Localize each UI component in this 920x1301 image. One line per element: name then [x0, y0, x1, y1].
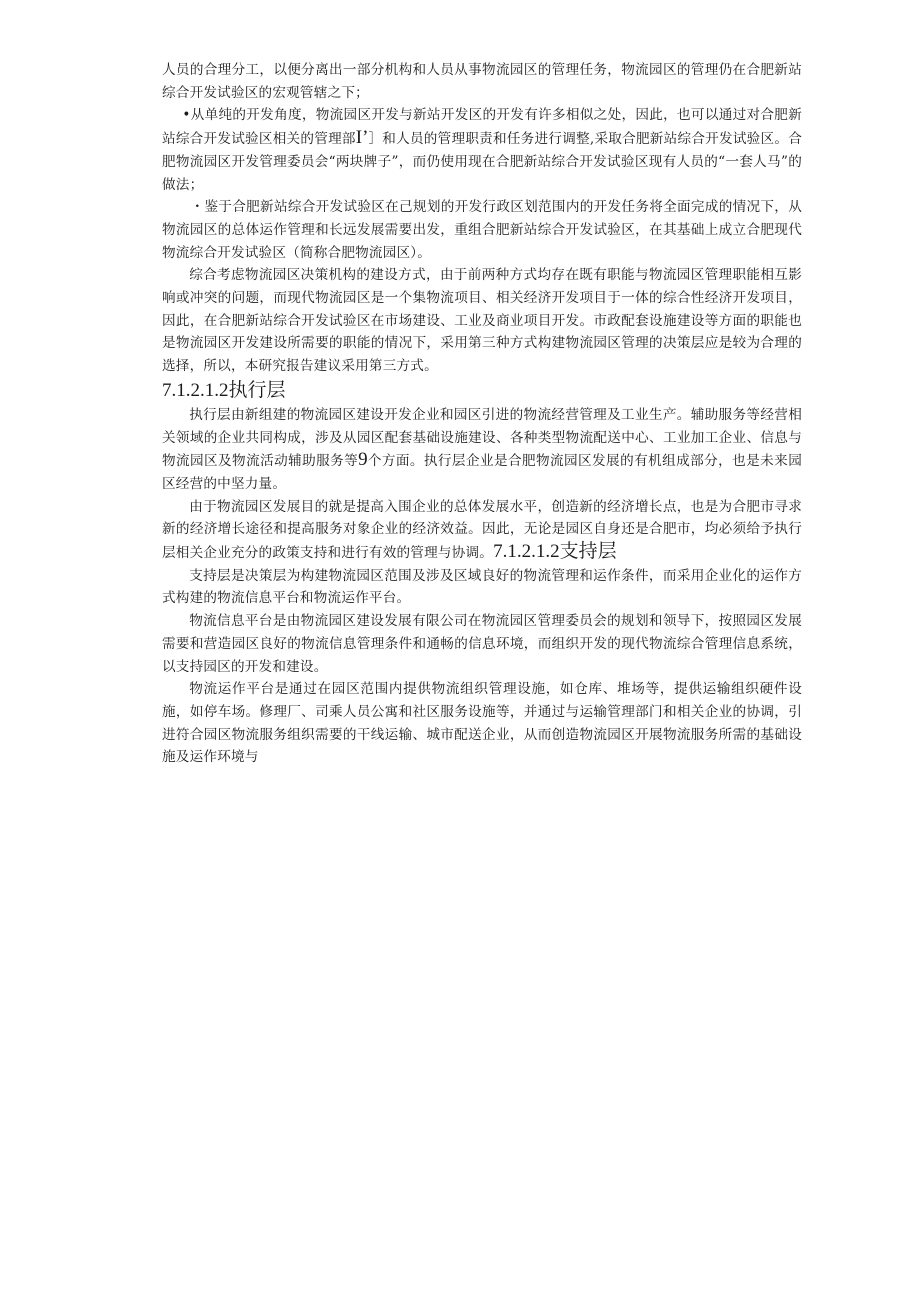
paragraph-text: 由于物流园区发展目的就是提高入围企业的总体发展水平，创造新的经济增长点，也是为合肥市寻求新的经济增长途径和提高服务对象企业的经济效益。因此，无论是园区自身还是合肥市，均必须给予执行层相关企业充分的政策支持和进行有效的管理与协调。 [162, 498, 802, 562]
paragraph-text: 人员的合理分工，以便分离出一部分机构和人员从事物流园区的管理任务，物流园区的管理仍在合肥新站综合开发试验区的宏观管辖之下； [162, 62, 802, 101]
paragraph-operation-platform [162, 678, 802, 769]
paragraph-information-platform [162, 610, 802, 678]
section-heading-execution-layer: 7.1.2.1.2执行层 [162, 379, 286, 401]
bullet-reorganization [162, 196, 802, 264]
number-nine: 9 [358, 449, 368, 471]
paragraph-execution-layer [162, 404, 802, 496]
paragraph-text: 支持层是决策层为构建物流园区范围及涉及区域良好的物流管理和运作条件，而采用企业化的运作方式构建的物流信息平台和物流运作平台。 [162, 567, 802, 607]
paragraph-text-part-1: 执行层由新组建的物流园区建设开发企业和园区引进的物流经营管理及工业生产。辅助服务等经营相关领域的企业共同构成，涉及从园区配套基础设施建设、各种类型物流配送中心、工业加工企业、信息与物流园区及物流活动辅助服务等 [162, 406, 802, 470]
document-body [162, 59, 802, 769]
paragraph-development-goal [162, 496, 802, 565]
paragraph-support-layer [162, 565, 802, 610]
paragraph-text: 物流信息平台是由物流园区建设发展有限公司在物流园区管理委员会的规划和领导下，按照园区发展需要和营造园区良好的物流信息管理条件和通畅的信息环境，而组织开发的现代物流综合管理信息系统，以支持园区的开发和建设。 [162, 613, 802, 675]
bullet-development-angle [162, 104, 802, 196]
paragraph-text-part-2: 个方面。执行层企业是合肥物流园区发展的有机组成部分，也是未来园区经营的中坚力量。 [162, 453, 802, 492]
garbled-glyph: I’ [355, 127, 369, 149]
bullet-text: ・鉴于合肥新站综合开发试验区在己规划的开发行政区划范围内的开发任务将全面完成的情况下，从物流园区的总体运作管理和长远发展需要出发，重组合肥新站综合开发试验区，在其基础上成立合肥现代物流综合开发试验区（简称合肥物流园区）。 [162, 199, 802, 261]
bullet-text-part-2: ］和人员的管理职责和任务进行调整,采取合肥新站综合开发试验区。合肥物流园区开发管理委员会“两块牌子”，而仍使用现在合肥新站综合开发试验区现有人员的“一套人马”的做法； [162, 131, 802, 193]
paragraph-management-division [162, 59, 802, 104]
section-heading-support-layer: 7.1.2.1.2支持层 [493, 541, 617, 563]
paragraph-text: 物流运作平台是通过在园区范围内提供物流组织管理设施，如仓库、堆场等，提供运输组织硬件设施，如停车场。修理厂、司乘人员公寓和社区服务设施等，并通过与运输管理部门和相关企业的协调，引进符合园区物流服务组织需要的干线运输、城市配送企业，从而创造物流园区开展物流服务所需的基础设施及运作环境与 [162, 681, 802, 766]
paragraph-decision-summary [162, 264, 802, 378]
paragraph-text: 综合考虑物流园区决策机构的建设方式，由于前两种方式均存在既有职能与物流园区管理职能相互影响或冲突的问题，而现代物流园区是一个集物流项目、相关经济开发项目于一体的综合性经济开发项目，因此，在合肥新站综合开发试验区在市场建设、工业及商业项目开发。市政配套设施建设等方面的职能也是物流园区开发建设所需要的职能的情况下，采用第三种方式构建物流园区管理的决策层应是较为合理的选择，所以，本研究报告建议采用第三方式。 [162, 267, 802, 375]
bullet-text-part-1: •从单纯的开发角度，物流园区开发与新站开发区的开发有许多相似之处，因此，也可以通过对合肥新站综合开发试验区相关的管理部 [162, 107, 802, 148]
